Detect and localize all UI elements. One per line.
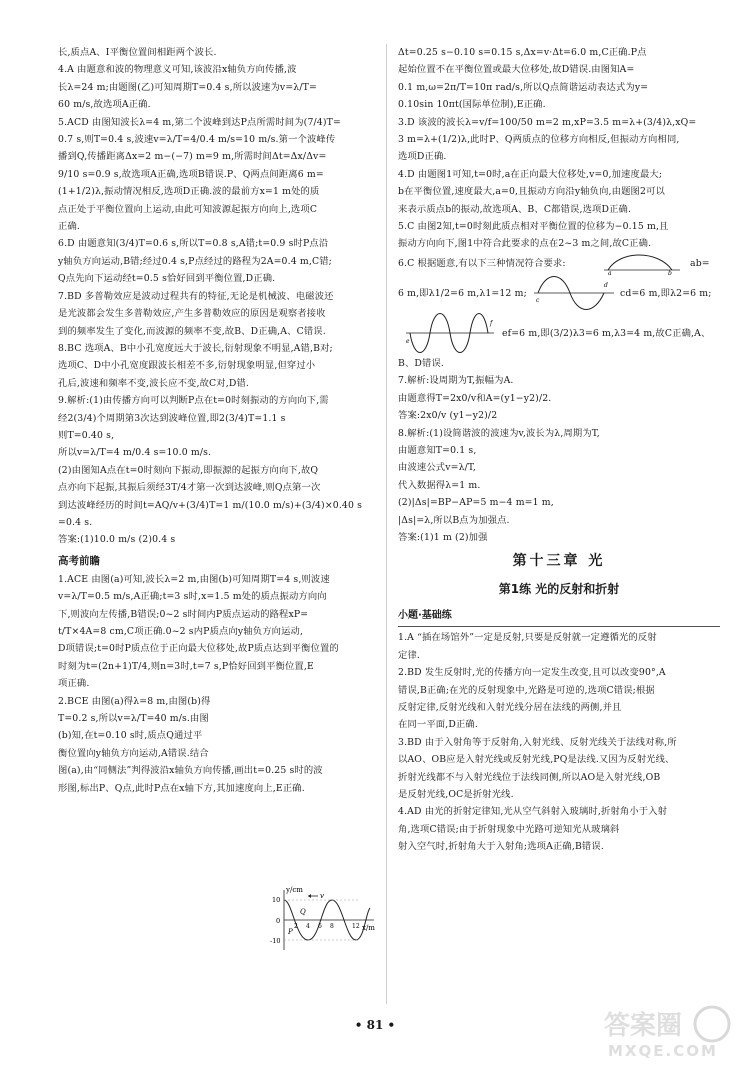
text-line: 孔后,波速和频率不变,波长应不变,故C对,D错.	[58, 377, 249, 389]
text-line: 来表示质点b的振动,故选项A、B、C都错误,选项D正确.	[398, 203, 632, 215]
text-line: 1.ACE 由图(a)可知,波长λ=2 m,由图(b)可知周期T=4 s,则波速	[58, 573, 330, 585]
text-line: 是光波都会发生多普勒效应,产生多普勒效应的原因是观察者接收	[58, 308, 326, 320]
q6-intro	[398, 253, 720, 275]
text-line: 3 m=λ+(1/2)λ,此时P、Q两质点的位移方向相反,但振动方向相同,	[398, 134, 680, 146]
text-line: 答案:(1)10.0 m/s (2)0.4 s	[58, 534, 176, 546]
text-line: 0.7 s,则T=0.4 s,波速v=λ/T=4/0.4 m/s=10 m/s.第一个波峰传	[58, 134, 336, 146]
text-line: 7.解析:设周期为T,振幅为A.	[398, 375, 514, 387]
text-line: 播到Q,传播距离Δx=2 m−(−7) m=9 m,所需时间Δt=Δx/Δv=	[58, 151, 327, 163]
x-tick-2: 2	[294, 923, 298, 930]
velocity-arrowhead	[308, 894, 311, 898]
text-line: 3.BD 由于入射角等于反射角,入射光线、反射光线关于法线对称,所	[398, 736, 677, 748]
text-line: 5.ACD 由图知波长λ=4 m,第二个波峰到达P点所需时间为(7/4)T=	[58, 116, 341, 128]
text-line: 所以v=λ/T=4 m/0.4 s=10.0 m/s.	[58, 447, 212, 459]
text-line: (2)由图知A点在t=0时刻向下振动,即振源的起振方向向下,故Q	[58, 464, 319, 476]
q6-row-ef	[398, 311, 720, 355]
text-line: 下,则波向左传播,B错误;0~2 s时间内P质点运动的路程xP=	[58, 608, 309, 620]
text-line: t/T×4A=8 cm,C项正确.0~2 s内P质点向y轴负方向运动,	[58, 626, 304, 637]
text-line: 定律.	[398, 649, 420, 661]
text-line: 9.解析:(1)由传播方向可以判断P点在t=0时刻振动的方向向下,需	[58, 395, 329, 407]
left-text-block-a	[58, 44, 376, 549]
text-line: 项正确.	[58, 678, 90, 690]
wave-sketch-cd	[532, 275, 616, 311]
q6-row-cd	[398, 275, 720, 311]
q6-ab-eq: ab=	[690, 257, 710, 269]
q6-lambda2: cd=6 m,即λ2=6 m;	[620, 287, 712, 299]
text-line: 起始位置不在平衡位置或最大位移处,故D错误.由图知A=	[398, 64, 635, 76]
page-number: • 81 •	[354, 1018, 396, 1032]
x-tick-12: 12	[352, 923, 360, 930]
text-line: 是反射光线,OC是折射光线.	[398, 789, 514, 800]
text-line: 3.D 该波的波长λ=v/f=100/50 m=2 m,xP=3.5 m=λ+(3/4)λ,xQ=	[398, 116, 697, 128]
left-column	[58, 44, 376, 797]
wave-figure-b	[270, 886, 378, 954]
text-line: 到的频率发生了变化,而波源的频率不变,故B、D正确,A、C错误.	[58, 325, 326, 337]
text-line: 射入空气时,折射角大于入射角;选项A正确,B错误.	[398, 841, 604, 853]
watermark-ring	[695, 1007, 729, 1041]
text-line: 衡位置向y轴负方向运动,A错误.结合	[58, 747, 209, 759]
right-text-block-a	[398, 44, 720, 253]
text-line: 则T=0.40 s,	[58, 429, 115, 441]
text-line: T=0.2 s,所以v=λ/T=40 m/s.由图	[58, 713, 209, 725]
q6-tail: B、D错误.	[398, 357, 445, 369]
text-line: 形图,标出P、Q点,此时P点在x轴下方,其加速度向上,E正确.	[58, 782, 305, 794]
x-tick-8: 8	[330, 923, 334, 930]
text-line: 选项C、D中小孔宽度跟波长相差不多,衍射现象明显,但穿过小	[58, 360, 316, 372]
text-line: 1.A “插在场馆外”一定是反射,只要是反射就一定遵循光的反射	[398, 632, 657, 644]
label-b: b	[668, 269, 672, 275]
text-line: 点亦向下起振,其振后须经3T/4才第一次到达波峰,则Q点第一次	[58, 482, 321, 494]
y-tick-zero: 0	[276, 917, 281, 925]
text-line: |Δs|=λ,所以B点为加强点.	[398, 514, 510, 526]
text-line: 到达波峰经历的时间t=AQ/v+(3/4)T=1 m/(10.0 m/s)+(3/4)×0.40 s	[58, 499, 363, 511]
right-text-block-c	[398, 629, 720, 855]
x-axis-label: x/m	[362, 924, 375, 932]
subsection-title: 小题·基础练	[398, 606, 720, 627]
text-line: 6.D 由题意知(3/4)T=0.6 s,所以T=0.8 s,A错;t=0.9 s时P点沿	[58, 238, 329, 250]
label-f: f	[490, 319, 493, 327]
text-line: 60 m/s,故选项A正确.	[58, 99, 151, 111]
text-line: 2.BCE 由图(a)得λ=8 m,由图(b)得	[58, 695, 211, 707]
watermark-text: 答案圈	[604, 1011, 683, 1041]
text-line: 由波速公式v=λ/T,	[398, 462, 476, 474]
text-line: 8.解析:(1)设简谐波的波速为v,波长为λ,周期为T,	[398, 427, 600, 439]
text-line: v=λ/T=0.5 m/s,A正确;t=3 s时,x=1.5 m处的质点振动方向向	[58, 591, 327, 603]
right-column	[398, 44, 720, 856]
text-line: 答案:2x0/v (y1−y2)/2	[398, 410, 498, 422]
text-line: 以AO、OB应是入射光线或反射光线,PQ是法线.又因为反射光线、	[398, 754, 675, 766]
text-line: 选项D正确.	[398, 151, 447, 163]
wave-sketch-ef	[404, 311, 496, 355]
text-line: 反射定律,反射光线和入射光线分居在法线的两侧,并且	[398, 701, 622, 713]
text-line: b在平衡位置,速度最大,a=0,且振动方向沿y轴负向,由题图2可以	[398, 186, 665, 198]
text-line: 4.AD 由光的折射定律知,光从空气斜射入玻璃时,折射角小于入射	[398, 806, 668, 818]
text-line: 长,质点A、I平衡位置间相距两个波长.	[58, 47, 217, 58]
text-line: 正确.	[58, 221, 80, 233]
y-axis-label: y/cm	[286, 886, 303, 894]
q6-intro-text: 6.C 根据题意,有以下三种情况符合要求:	[398, 257, 566, 269]
section-title-gaokao: 高考前瞻	[58, 554, 100, 567]
text-line: Q点先向下运动经t=0.5 s恰好回到平衡位置,D正确.	[58, 273, 276, 285]
y-tick-bottom: -10	[270, 937, 281, 945]
text-line: 时刻为t=(2n+1)T/4,则n=3时,t=7 s,P恰好回到平衡位置,E	[58, 660, 314, 672]
text-line: 点正处于平衡位置向上运动,由此可知波源起振方向向上,选项C	[58, 203, 318, 215]
text-line: 振动方向向下,图1中符合此要求的点在2~3 m之间,故C正确.	[398, 238, 652, 250]
text-line: 折射光线都不与入射光线位于法线同侧,所以AO是入射光线,OB	[398, 771, 661, 783]
wave-sketch-ab	[602, 253, 682, 275]
text-line: 由题意得T=2x0/v和A=(y1−y2)/2.	[398, 392, 552, 404]
text-line: 5.C 由图2知,t=0时刻此质点相对平衡位置的位移为−0.15 m,且	[398, 221, 669, 233]
text-line: 2.BD 发生反射时,光的传播方向一定发生改变,且可以改变90°,A	[398, 667, 666, 679]
point-p-label: P	[288, 928, 293, 936]
text-line: 0.1 m,ω=2π/T=10π rad/s,所以Q点简谐运动表达式为y=	[398, 81, 649, 93]
chapter-title: 第十三章 光	[512, 553, 606, 570]
left-text-block-b	[58, 571, 376, 797]
text-line: 0.10sin 10πt(国际单位制),E正确.	[398, 99, 546, 111]
text-line: =0.4 s.	[58, 516, 93, 528]
y-tick-top: 10	[272, 896, 281, 904]
text-line: 由题意知T=0.1 s,	[398, 444, 477, 456]
text-line: (b)知,在t=0.10 s时,质点Q通过平	[58, 730, 203, 742]
text-line: 8.BC 选项A、B中小孔宽度远大于波长,衍射现象不明显,A错,B对;	[58, 342, 333, 354]
q6-lambda3: ef=6 m,即(3/2)λ3=6 m,λ3=4 m,故C正确,A、	[502, 327, 711, 339]
text-line: 长λ=24 m;由题图(乙)可知周期T=0.4 s,所以波速为v=λ/T=	[58, 81, 317, 93]
label-c: c	[536, 296, 540, 304]
watermark-sub: MXQE.COM	[608, 1042, 718, 1060]
ab-half-wave	[608, 255, 672, 270]
text-line: Δt=0.25 s−0.10 s=0.15 s,Δx=v·Δt=6.0 m,C正确.P点	[398, 47, 647, 58]
text-line: 图(a),由“同侧法”判得波沿x轴负方向传播,画出t=0.25 s时的波	[58, 765, 323, 777]
text-line: D项错误;t=0时P质点位于正向最大位移处,故P质点达到平衡位置的	[58, 643, 339, 655]
velocity-label: v	[320, 892, 324, 900]
text-line: 7.BD 多普勒效应是波动过程共有的特征,无论是机械波、电磁波还	[58, 290, 334, 302]
text-line: 在同一平面,D正确.	[398, 719, 478, 731]
q6-lambda1: 6 m,即λ1/2=6 m,λ1=12 m;	[398, 287, 527, 299]
x-tick-4: 4	[306, 923, 310, 930]
lesson-title: 第1练 光的反射和折射	[498, 582, 620, 597]
text-line: 经2(3/4)个周期第3次达到波峰位置,即2(3/4)T=1.1 s	[58, 412, 286, 424]
text-line: 代入数据得λ=1 m.	[398, 479, 481, 491]
text-line: 4.D 由题图1可知,t=0时,a在正向最大位移处,v=0,加速度最大;	[398, 168, 663, 180]
text-line: y轴负方向运动,B错;经过0.4 s,P点经过的路程为2A=0.4 m,C错;	[58, 255, 332, 267]
text-line: 4.A 由题意和波的物理意义可知,该波沿x轴负方向传播,波	[58, 64, 297, 76]
label-a: a	[608, 269, 612, 275]
label-d: d	[604, 281, 608, 289]
text-line: 答案:(1)1 m (2)加强	[398, 531, 488, 543]
text-line: (1+1/2)λ,振动情况相反,选项D正确.波的最前方x=1 m处的质	[58, 186, 320, 198]
text-line: (2)|Δs|=BP−AP=5 m−4 m=1 m,	[398, 497, 554, 509]
right-text-block-b	[398, 372, 720, 546]
label-e: e	[406, 337, 410, 345]
point-q-label: Q	[300, 908, 306, 916]
text-line: 错误,B正确;在光的反射现象中,光路是可逆的,选项C错误;根据	[398, 684, 655, 696]
x-tick-6: 6	[318, 923, 322, 930]
text-line: 角,选项C错误;由于折射现象中光路可逆知光从玻璃斜	[398, 823, 620, 835]
watermark-logo	[600, 1000, 732, 1062]
text-line: 9/10 s=0.9 s,故选项A正确,选项B错误.P、Q两点间距离6 m=	[58, 168, 324, 180]
